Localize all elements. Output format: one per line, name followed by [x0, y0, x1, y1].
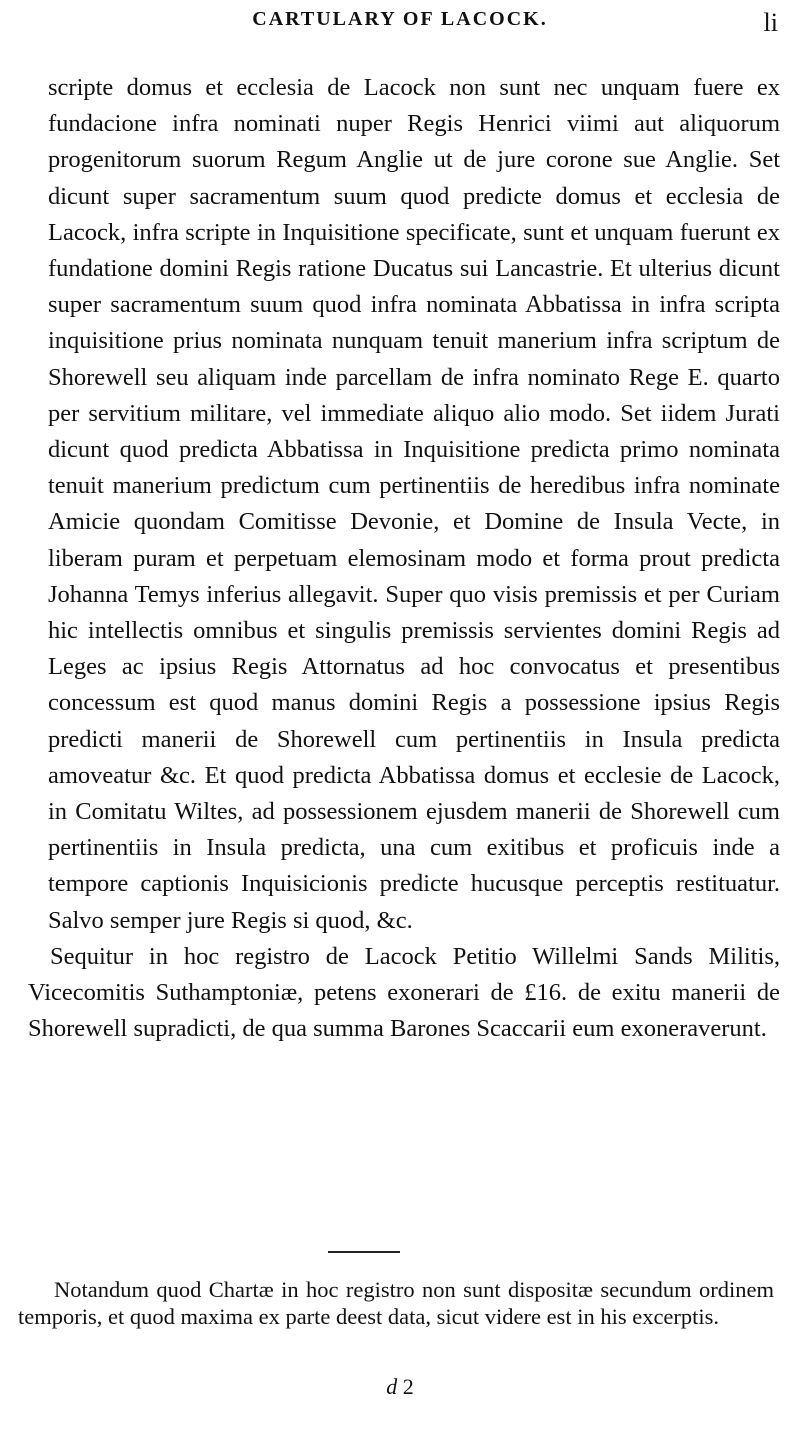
page-header — [0, 8, 800, 44]
signature-letter: d — [386, 1374, 398, 1399]
paragraph-petition: Sequitur in hoc registro de Lacock Petitio Willelmi Sands Militis, Vicecomitis Suthamptoniæ, petens exonerari de £16. de exitu manerii de Shorewell supradicti, de qua summa Barones Scaccarii eum exoneraverunt. — [28, 942, 780, 1043]
footnote — [18, 1276, 774, 1330]
signature-mark — [0, 1374, 800, 1400]
folio-number: li — [763, 8, 778, 37]
signature-number: 2 — [402, 1374, 414, 1399]
main-text — [28, 70, 780, 1047]
paragraph-continuation: scripte domus et ecclesia de Lacock non sunt nec unquam fuere ex fundacione infra nominati nuper Regis Henrici viimi aut aliquorum progenitorum suorum Regum Anglie ut de jure corone sue Anglie. Set dicunt super sacramentum suum quod predicte domus et ecclesia de Lacock, infra scripte in Inquisitione specificate, sunt et unquam fuerunt ex fundatione domini Regis ratione Ducatus sui Lancastrie. Et ulterius dicunt super sacramentum suum quod infra nominata Abbatissa in infra scripta inquisitione prius nominata nunquam tenuit manerium infra scriptum de Shorewell seu aliquam inde parcellam de infra nominato Rege E. quarto per servitium militare, vel immediate aliquo alio modo. Set iidem Jurati dicunt quod predicta Abbatissa in Inquisitione predicta primo nominata tenuit manerium predictum cum pertinentiis de heredibus infra nominate Amicie quondam Comitisse Devonie, et Domine de Insula Vecte, in liberam puram et perpetuam elemosinam modo et forma prout predicta Johanna Temys inferius allegavit. Super quo visis premissis et per Curiam hic intellectis omnibus et singulis premissis servientes domini Regis ad Leges ac ipsius Regis Attornatus ad hoc convocatus et presentibus concessum est quod manus domini Regis a possessione ipsius Regis predicti manerii de Shorewell cum pertinentiis in Insula predicta amoveatur &c. Et quod predicta Abbatissa domus et ecclesie de Lacock, in Comitatu Wiltes, ad possessionem ejusdem manerii de Shorewell cum pertinentiis in Insula predicta, una cum exitibus et proficuis inde a tempore captionis Inquisicionis predicte hucusque perceptis restituatur. Salvo semper jure Regis si quod, &c. — [48, 74, 780, 934]
divider-rule — [328, 1251, 400, 1253]
running-head: CARTULARY OF LACOCK. — [252, 8, 548, 30]
footnote-text: Notandum quod Chartæ in hoc registro non sunt dispositæ secundum ordinem temporis, et quod maxima ex parte deest data, sicut videre est in his excerptis. — [18, 1277, 774, 1329]
